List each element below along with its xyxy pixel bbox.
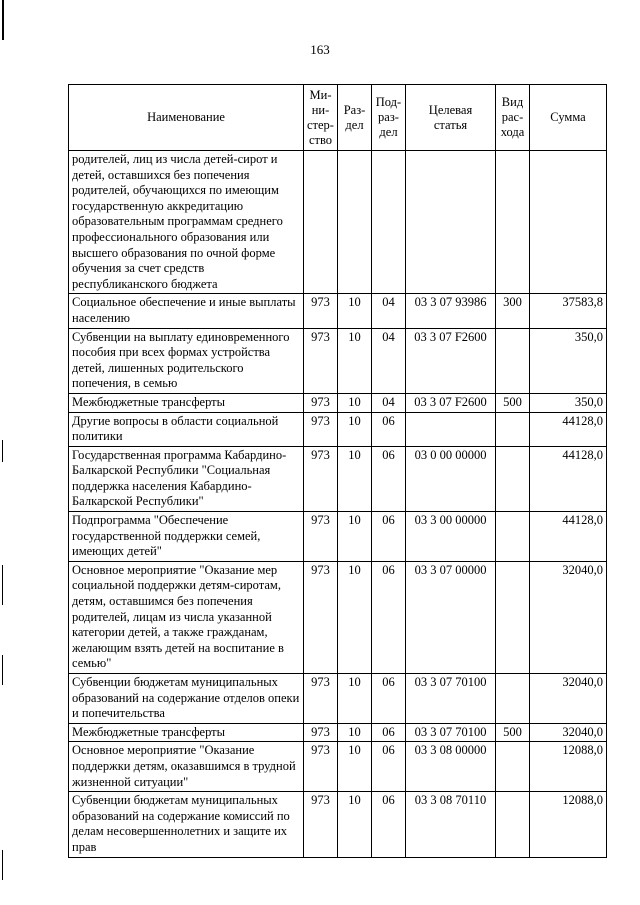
cell-target: 03 3 07 00000 — [406, 561, 496, 673]
cell-name: Государственная программа Кабардино-Балкарской Республики "Социальная поддержка населения Кабардино-Балкарской Республики" — [69, 446, 304, 511]
table-row — [69, 294, 607, 328]
table-row — [69, 151, 607, 294]
cell-expense — [496, 792, 530, 857]
cell-target: 03 3 07 70100 — [406, 723, 496, 742]
cell-sum: 37583,8 — [530, 294, 607, 328]
cell-expense — [496, 446, 530, 511]
cell-sum: 12088,0 — [530, 742, 607, 792]
table-row — [69, 674, 607, 724]
cell-expense: 300 — [496, 294, 530, 328]
cell-sum: 44128,0 — [530, 512, 607, 562]
cell-section: 10 — [338, 512, 372, 562]
cell-subsection: 06 — [372, 792, 406, 857]
header-expense-text: Вид рас- хода — [500, 95, 525, 139]
table-header-row — [69, 85, 607, 151]
cell-target: 03 3 08 70110 — [406, 792, 496, 857]
cell-ministry: 973 — [304, 446, 338, 511]
scan-edge-mark — [2, 0, 4, 40]
budget-table — [68, 84, 607, 858]
table-row — [69, 412, 607, 446]
cell-name: Подпрограмма "Обеспечение государственной поддержки семей, имеющих детей" — [69, 512, 304, 562]
cell-sum: 44128,0 — [530, 412, 607, 446]
header-target — [406, 85, 496, 151]
cell-name: Социальное обеспечение и иные выплаты населению — [69, 294, 304, 328]
header-target-text: Целевая статья — [428, 102, 473, 132]
cell-sum — [530, 151, 607, 294]
cell-section: 10 — [338, 393, 372, 412]
cell-expense — [496, 412, 530, 446]
cell-subsection: 06 — [372, 446, 406, 511]
cell-target: 03 3 00 00000 — [406, 512, 496, 562]
cell-name: родителей, лиц из числа детей-сирот и детей, оставшихся без попечения родителей, обучающихся по имеющим государственную аккредитацию образовательным программам среднего профессионального образования или высшего образования по очной форме обучения за счет средств республиканского бюджета — [69, 151, 304, 294]
cell-target: 03 0 00 00000 — [406, 446, 496, 511]
cell-ministry: 973 — [304, 412, 338, 446]
cell-section: 10 — [338, 792, 372, 857]
cell-ministry: 973 — [304, 723, 338, 742]
cell-section: 10 — [338, 674, 372, 724]
cell-target: 03 3 07 93986 — [406, 294, 496, 328]
cell-name: Межбюджетные трансферты — [69, 393, 304, 412]
cell-sum: 12088,0 — [530, 792, 607, 857]
scan-edge-mark — [2, 565, 3, 605]
cell-subsection: 04 — [372, 294, 406, 328]
cell-sum: 350,0 — [530, 328, 607, 393]
cell-expense — [496, 328, 530, 393]
table-row — [69, 742, 607, 792]
cell-target: 03 3 07 F2600 — [406, 328, 496, 393]
cell-section — [338, 151, 372, 294]
cell-target: 03 3 07 F2600 — [406, 393, 496, 412]
cell-target: 03 3 08 00000 — [406, 742, 496, 792]
cell-subsection: 04 — [372, 393, 406, 412]
header-subsection — [372, 85, 406, 151]
cell-name: Субвенции на выплату единовременного пособия при всех формах устройства детей, лишенных родительского попечения, в семью — [69, 328, 304, 393]
cell-target — [406, 412, 496, 446]
cell-subsection: 06 — [372, 412, 406, 446]
cell-ministry: 973 — [304, 792, 338, 857]
cell-subsection — [372, 151, 406, 294]
header-section-text: Раз- дел — [343, 102, 366, 132]
cell-expense — [496, 742, 530, 792]
cell-section: 10 — [338, 294, 372, 328]
cell-sum: 350,0 — [530, 393, 607, 412]
cell-name: Основное мероприятие "Оказание поддержки детям, оказавшимся в трудной жизненной ситуации" — [69, 742, 304, 792]
cell-expense — [496, 561, 530, 673]
header-name: Наименование — [69, 85, 304, 151]
cell-sum: 32040,0 — [530, 674, 607, 724]
cell-section: 10 — [338, 446, 372, 511]
cell-expense — [496, 151, 530, 294]
table-row — [69, 723, 607, 742]
header-section — [338, 85, 372, 151]
header-ministry — [304, 85, 338, 151]
cell-ministry: 973 — [304, 294, 338, 328]
cell-expense: 500 — [496, 393, 530, 412]
cell-section: 10 — [338, 328, 372, 393]
table-row — [69, 561, 607, 673]
scan-edge-mark — [2, 440, 3, 462]
scan-edge-mark — [2, 850, 3, 880]
cell-ministry: 973 — [304, 512, 338, 562]
page-number: 163 — [310, 42, 330, 57]
table-row — [69, 512, 607, 562]
table-row — [69, 792, 607, 857]
cell-target: 03 3 07 70100 — [406, 674, 496, 724]
cell-subsection: 04 — [372, 328, 406, 393]
table-row — [69, 328, 607, 393]
cell-section: 10 — [338, 742, 372, 792]
scan-edge-mark — [2, 655, 3, 685]
table-row — [69, 446, 607, 511]
cell-ministry: 973 — [304, 393, 338, 412]
cell-subsection: 06 — [372, 674, 406, 724]
header-subsection-text: Под- раз- дел — [375, 95, 402, 139]
cell-target — [406, 151, 496, 294]
cell-section: 10 — [338, 561, 372, 673]
cell-subsection: 06 — [372, 512, 406, 562]
header-ministry-text: Ми- ни- стер- ство — [307, 87, 334, 147]
cell-ministry — [304, 151, 338, 294]
cell-expense: 500 — [496, 723, 530, 742]
cell-name: Межбюджетные трансферты — [69, 723, 304, 742]
cell-section: 10 — [338, 723, 372, 742]
cell-sum: 44128,0 — [530, 446, 607, 511]
cell-expense — [496, 512, 530, 562]
cell-name: Другие вопросы в области социальной политики — [69, 412, 304, 446]
cell-section: 10 — [338, 412, 372, 446]
cell-subsection: 06 — [372, 561, 406, 673]
cell-ministry: 973 — [304, 561, 338, 673]
cell-sum: 32040,0 — [530, 561, 607, 673]
header-expense — [496, 85, 530, 151]
cell-subsection: 06 — [372, 723, 406, 742]
table-row — [69, 393, 607, 412]
cell-subsection: 06 — [372, 742, 406, 792]
cell-name: Основное мероприятие "Оказание мер социальной поддержки детям-сиротам, детям, оставшимся без попечения родителей, лицам из числа указанной категории детей, а также гражданам, желающим взять детей на воспитание в семью" — [69, 561, 304, 673]
cell-ministry: 973 — [304, 328, 338, 393]
cell-ministry: 973 — [304, 742, 338, 792]
cell-sum: 32040,0 — [530, 723, 607, 742]
cell-expense — [496, 674, 530, 724]
cell-name: Субвенции бюджетам муниципальных образований на содержание отделов опеки и попечительства — [69, 674, 304, 724]
cell-ministry: 973 — [304, 674, 338, 724]
cell-name: Субвенции бюджетам муниципальных образований на содержание комиссий по делам несовершеннолетних и защите их прав — [69, 792, 304, 857]
header-sum: Сумма — [530, 85, 607, 151]
